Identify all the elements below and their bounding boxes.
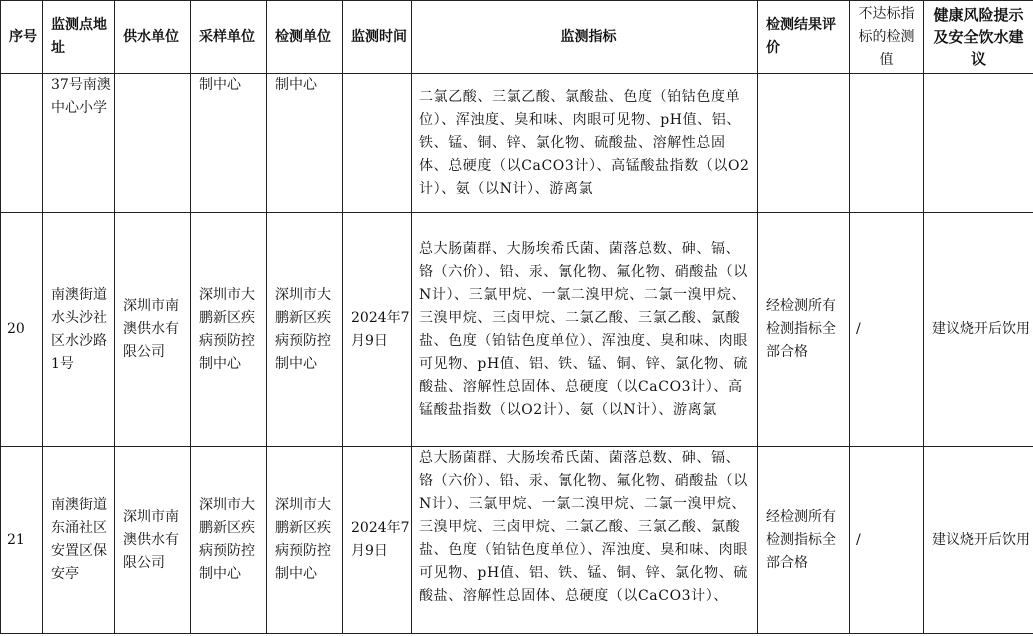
header-site: 监测点地址 <box>43 1 115 74</box>
row-site: 南澳街道水头沙社区水沙路1号 <box>43 213 115 447</box>
row-tester: 深圳市大鹏新区疾病预防控制中心 <box>267 213 343 447</box>
table-row <box>1 447 1033 634</box>
header-row <box>1 1 1033 74</box>
header-supplier: 供水单位 <box>115 1 191 74</box>
header-health: 健康风险提示及安全饮水建议 <box>924 1 1033 74</box>
header-tester: 检测单位 <box>267 1 343 74</box>
header-time: 监测时间 <box>343 1 412 74</box>
row-health: 建议烧开后饮用 <box>924 447 1033 634</box>
header-result: 检测结果评价 <box>758 1 850 74</box>
row-not-met <box>850 74 924 213</box>
header-sampler: 采样单位 <box>191 1 267 74</box>
row-time: 2024年7月9日 <box>343 213 412 447</box>
row-health <box>924 74 1033 213</box>
row-time <box>343 74 412 213</box>
row-tester: 制中心 <box>267 74 343 213</box>
row-not-met: / <box>850 447 924 634</box>
row-index: 21 <box>1 447 43 634</box>
table-row <box>1 74 1033 213</box>
header-indicators: 监测指标 <box>412 1 758 74</box>
row-index <box>1 74 43 213</box>
row-supplier: 深圳市南澳供水有限公司 <box>115 447 191 634</box>
header-index: 序号 <box>1 1 43 74</box>
row-result <box>758 74 850 213</box>
row-sampler: 深圳市大鹏新区疾病预防控制中心 <box>191 213 267 447</box>
table-row <box>1 213 1033 447</box>
row-supplier <box>115 74 191 213</box>
row-result: 经检测所有检测指标全部合格 <box>758 447 850 634</box>
row-health: 建议烧开后饮用 <box>924 213 1033 447</box>
row-tester: 深圳市大鹏新区疾病预防控制中心 <box>267 447 343 634</box>
row-site: 37号南澳中心小学 <box>43 74 115 213</box>
header-not-met: 不达标指标的检测值 <box>850 1 924 74</box>
row-indicators: 总大肠菌群、大肠埃希氏菌、菌落总数、砷、镉、铬（六价）、铅、汞、氰化物、氟化物、硝酸盐（以N计）、三氯甲烷、一氯二溴甲烷、二氯一溴甲烷、三溴甲烷、三卤甲烷、二氯乙酸、三氯乙酸、氯酸盐、色度（铂钴色度单位）、浑浊度、臭和味、肉眼可见物、pH值、铝、铁、锰、铜、锌、氯化物、硫酸盐、溶解性总固体、总硬度（以CaCO3计）、高锰酸盐指数（以O2计）、氨（以N计）、游离氯 <box>412 213 758 447</box>
row-supplier: 深圳市南澳供水有限公司 <box>115 213 191 447</box>
row-not-met: / <box>850 213 924 447</box>
row-sampler: 深圳市大鹏新区疾病预防控制中心 <box>191 447 267 634</box>
row-time: 2024年7月9日 <box>343 447 412 634</box>
row-result: 经检测所有检测指标全部合格 <box>758 213 850 447</box>
row-indicators: 二氯乙酸、三氯乙酸、氯酸盐、色度（铂钴色度单位）、浑浊度、臭和味、肉眼可见物、pH值、铝、铁、锰、铜、锌、氯化物、硫酸盐、溶解性总固体、总硬度（以CaCO3计）、高锰酸盐指数（以O2计）、氨（以N计）、游离氯 <box>412 74 758 213</box>
row-indicators: 总大肠菌群、大肠埃希氏菌、菌落总数、砷、镉、铬（六价）、铅、汞、氰化物、氟化物、硝酸盐（以N计）、三氯甲烷、一氯二溴甲烷、二氯一溴甲烷、三溴甲烷、三卤甲烷、二氯乙酸、三氯乙酸、氯酸盐、色度（铂钴色度单位）、浑浊度、臭和味、肉眼可见物、pH值、铝、铁、锰、铜、锌、氯化物、硫酸盐、溶解性总固体、总硬度（以CaCO3计）、 <box>412 447 758 634</box>
row-index: 20 <box>1 213 43 447</box>
row-site: 南澳街道东涌社区安置区保安亭 <box>43 447 115 634</box>
row-sampler: 制中心 <box>191 74 267 213</box>
